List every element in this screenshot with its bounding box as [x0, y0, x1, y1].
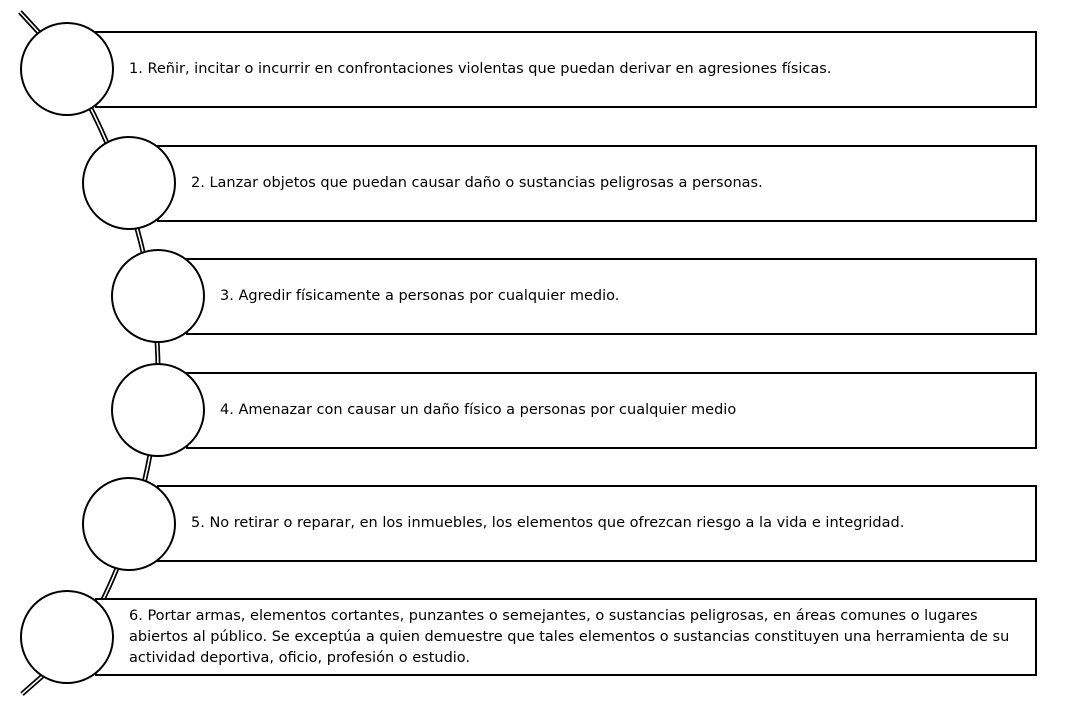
list-item-text: 6. Portar armas, elementos cortantes, punzantes o semejantes, o sustancias peligrosas, en áreas comunes o lugares abiertos al público. Se exceptúa a quien demuestre que tales elementos o sustancias constituyen una herramienta de su actividad deportiva, oficio, profesión o estudio. — [129, 607, 1010, 666]
list-item-text: 2. Lanzar objetos que puedan causar daño o sustancias peligrosas a personas. — [191, 175, 763, 191]
list-item-box — [95, 31, 1037, 108]
list-item-circle — [20, 590, 114, 684]
list-item-circle — [111, 249, 205, 343]
list-item-circle — [82, 136, 176, 230]
list-item-circle — [82, 477, 176, 571]
list-item-text: 1. Reñir, incitar o incurrir en confrontaciones violentas que puedan derivar en agresiones físicas. — [129, 61, 832, 77]
list-item-circle — [111, 363, 205, 457]
connector-outer-stroke — [20, 12, 158, 694]
list-item-text: 5. No retirar o reparar, en los inmuebles, los elementos que ofrezcan riesgo a la vida e integridad. — [191, 515, 905, 531]
list-item-box — [157, 145, 1037, 222]
list-item-circle — [20, 22, 114, 116]
list-item-text: 3. Agredir físicamente a personas por cualquier medio. — [220, 288, 620, 304]
list-item-box — [157, 485, 1037, 562]
list-item-box — [186, 372, 1037, 449]
list-item-box — [186, 258, 1037, 335]
list-item-box — [95, 598, 1037, 676]
connector-inner-stroke — [20, 12, 158, 694]
list-item-text: 4. Amenazar con causar un daño físico a personas por cualquier medio — [220, 402, 737, 418]
double-line-connector — [20, 12, 158, 694]
